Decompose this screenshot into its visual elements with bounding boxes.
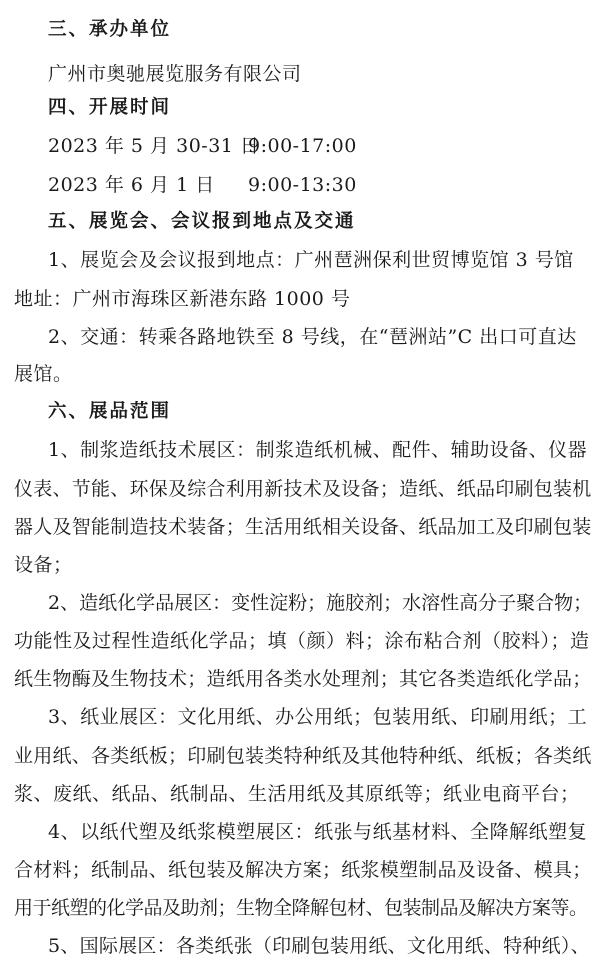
exhibit-line: 功能性及过程性造纸化学品；填（颜）料；涂布粘合剂（胶料）；造 <box>14 630 590 652</box>
exhibit-line: 仪表、节能、环保及综合利用新技术及设备；造纸、纸品印刷包装机 <box>14 478 592 500</box>
exhibit-line: 3、纸业展区：文化用纸、办公用纸；包装用纸、印刷用纸；工 <box>48 706 588 728</box>
exhibit-line: 1、制浆造纸技术展区：制浆造纸机械、配件、辅助设备、仪器 <box>48 439 588 461</box>
exhibit-line: 合材料；纸制品、纸包装及解决方案；纸浆模塑制品及设备、模具； <box>14 859 592 881</box>
exhibit-line: 浆、废纸、纸品、纸制品、生活用纸及其原纸等；纸业电商平台； <box>14 783 580 805</box>
organizer-name: 广州市奥驰展览服务有限公司 <box>48 63 302 85</box>
section-heading-venue: 五、展览会、会议报到地点及交通 <box>48 211 356 232</box>
exhibit-line: 器人及智能制造技术装备；生活用纸相关设备、纸品加工及印刷包装 <box>14 516 592 538</box>
exhibit-line: 纸生物酶及生物技术；造纸用各类水处理剂；其它各类造纸化学品； <box>14 668 592 690</box>
exhibit-line: 设备； <box>14 554 73 576</box>
section-heading-schedule: 四、开展时间 <box>48 97 172 118</box>
schedule-time: 9:00-13:30 <box>248 174 357 196</box>
exhibit-line: 2、造纸化学品展区：变性淀粉；施胶剂；水溶性高分子聚合物； <box>48 592 593 614</box>
schedule-row <box>48 134 357 158</box>
exhibit-line: 业用纸、各类纸板；印刷包装类特种纸及其他特种纸、纸板；各类纸 <box>14 745 592 767</box>
schedule-time: 9:00-17:00 <box>248 135 357 157</box>
schedule-row <box>48 173 357 197</box>
section-heading-organizer: 三、承办单位 <box>48 19 172 40</box>
exhibit-line: 用于纸塑的化学品及助剂；生物全降解包材、包装制品及解决方案等。 <box>14 897 588 919</box>
exhibit-line: 4、以纸代塑及纸浆模塑展区：纸张与纸基材料、全降解纸塑复 <box>48 821 588 843</box>
venue-line: 2、交通：转乘各路地铁至 8 号线，在“琶洲站”C 出口可直达 <box>48 326 577 348</box>
venue-line: 1、展览会及会议报到地点：广州琶洲保利世贸博览馆 3 号馆 <box>48 249 574 271</box>
schedule-date: 2023 年 5 月 30-31 日 <box>48 135 260 157</box>
venue-line: 展馆。 <box>14 363 73 385</box>
section-heading-exhibits: 六、展品范围 <box>48 401 172 422</box>
schedule-date: 2023 年 6 月 1 日 <box>48 174 215 196</box>
venue-line: 地址：广州市海珠区新港东路 1000 号 <box>14 288 351 310</box>
exhibit-line: 5、国际展区：各类纸张（印刷包装用纸、文化用纸、特种纸）、 <box>48 935 590 957</box>
